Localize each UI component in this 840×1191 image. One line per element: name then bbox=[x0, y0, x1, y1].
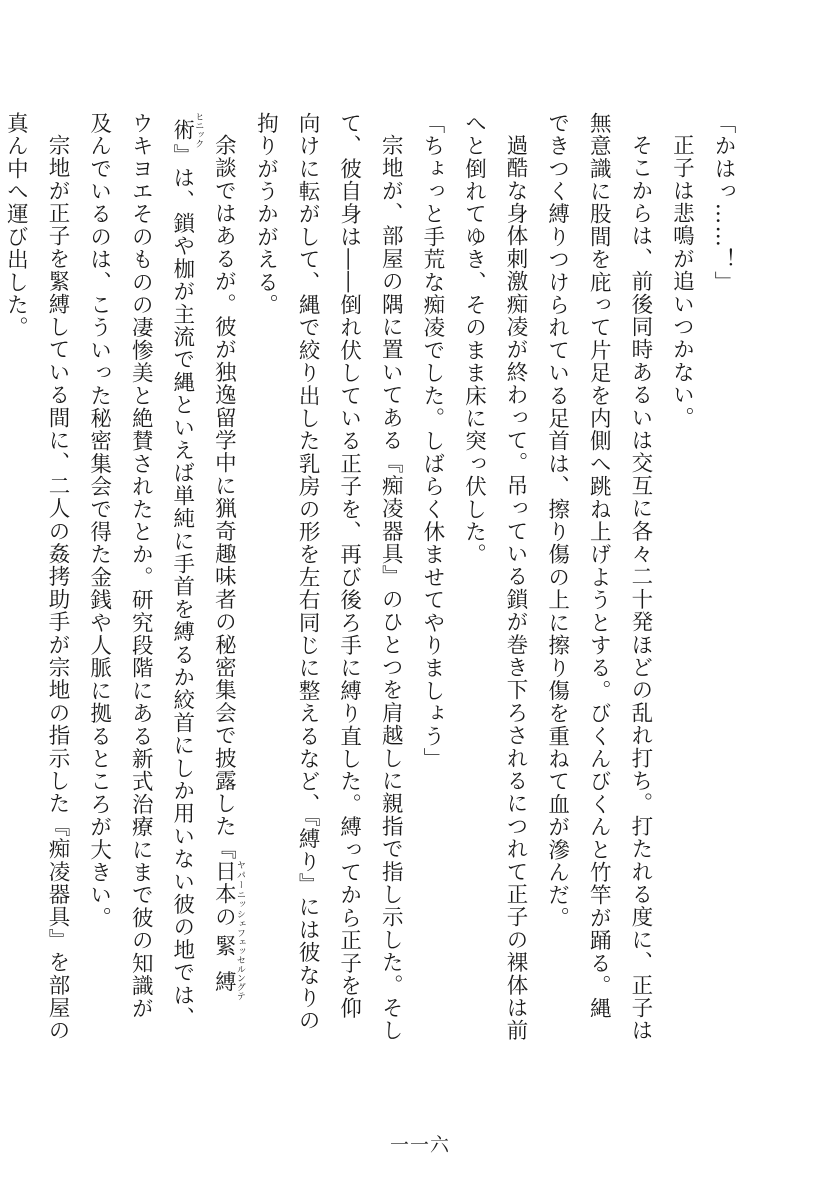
vertical-text-body bbox=[3, 112, 744, 1042]
paragraph-3: そこからは、前後同時あるいは交互に各々二十発ほどの乱れ打ち。打たれる度に、正子は無意識に股間を庇って片足を内側へ跳ね上げようとする。びくんびくんと竹竿が踊る。縄できつく縛りつけられている足首は、擦り傷の上に擦り傷を重ねて血が滲んだ。 bbox=[544, 112, 653, 1042]
paragraph-2: 正子は悲鳴が追いつかない。 bbox=[669, 133, 695, 429]
ruby-reading-kinbaku: フェッセルングテヒニック bbox=[193, 112, 245, 1001]
paragraph-7 bbox=[78, 112, 245, 1042]
ruby-reading-japanese: ヤパーニッシェ bbox=[234, 859, 245, 929]
p7-text-3: 』は、鎖や枷が主流で縄といえば単純に手首を縛るか絞首にしか用いない彼の地では、ウキヨエそのものの凄惨美と絶賛されたとか。研究段階にある新式治療にまで彼の知識が及んでいるのは、こういった秘密集会で得た金銭や人脈に拠るところが大きい。 bbox=[86, 112, 195, 1030]
paragraph-8: 宗地が正子を緊縛している間に、二人の姦拷助手が宗地の指示した『痴凌器具』を部屋の真ん中へ運び出した。 bbox=[3, 112, 70, 1042]
ruby-base-japanese: 日本の bbox=[211, 859, 237, 929]
p7-text-1: 余談ではあるが。彼が独逸留学中に猟奇趣味者の秘密集会で披露した『 bbox=[211, 133, 237, 860]
page-number: 一一六 bbox=[389, 1134, 450, 1156]
ruby-base-kinbaku: 緊縛術 bbox=[169, 112, 237, 1000]
paragraph-5: 「ちょっと手荒な痴凌でした。しばらく休ませてやりましょう」 bbox=[419, 112, 445, 771]
paragraph-6: 宗地が、部屋の隅に置いてある『痴凌器具』のひとつを肩越しに親指で指し示した。そして、彼自身は――倒れ伏している正子を、再び後ろ手に縛り直した。縛ってから正子を仰向けに転がして、縄で絞り出した乳房の形を左右同じに整えるなど、『縛り』には彼なりの拘りがうかがえる。 bbox=[253, 112, 404, 1042]
paragraph-1: 「かはっ……！」 bbox=[711, 112, 736, 294]
ruby-japanese bbox=[211, 859, 245, 929]
paragraph-4: 過酷な身体刺激痴凌が終わって。吊っている鎖が巻き下ろされるにつれて正子の裸体は前へと倒れてゆき、そのまま床に突っ伏した。 bbox=[461, 112, 529, 1042]
